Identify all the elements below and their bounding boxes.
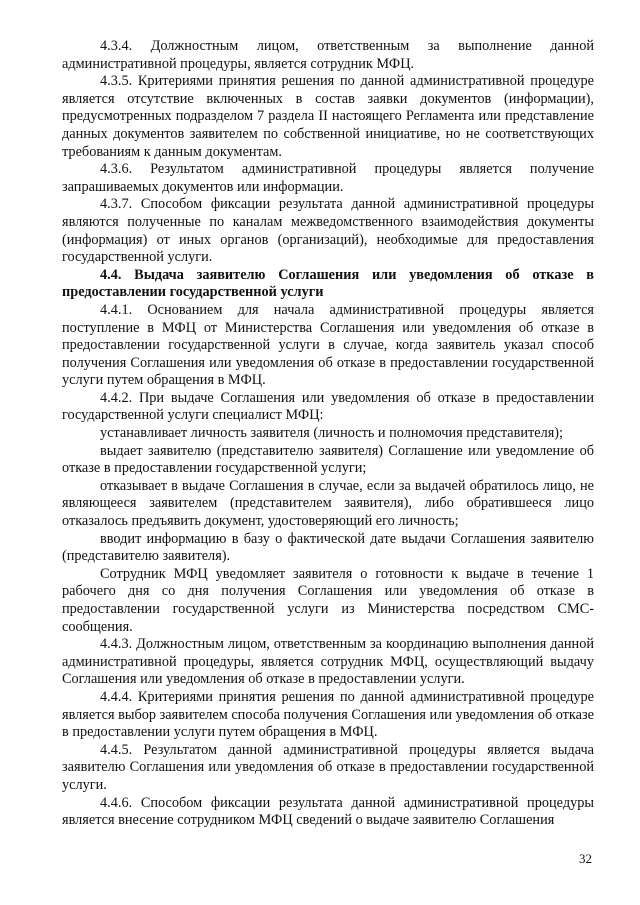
paragraph-4-4-3: 4.4.3. Должностным лицом, ответственным за координацию выполнения данной административной процедуры, является сотрудник МФЦ, осуществляющий выдачу Соглашения или уведомления об отказе в предоставлении услуги. <box>62 636 594 688</box>
paragraph-4-3-6: 4.3.6. Результатом административной процедуры является получение запрашиваемых документов или информации. <box>62 161 594 195</box>
paragraph-4-3-4: 4.3.4. Должностным лицом, ответственным за выполнение данной административной процедуры, является сотрудник МФЦ. <box>62 38 594 72</box>
paragraph-4-4-4: 4.4.4. Критериями принятия решения по данной административной процедуре является выбор заявителем способа получения Соглашения или уведомления об отказе в предоставлении услуги путем обращения в МФЦ. <box>62 688 594 741</box>
paragraph-4-4-1: 4.4.1. Основанием для начала административной процедуры является поступление в МФЦ от Министерства Соглашения или уведомления об отказе в предоставлении государственной услуги в случае, когда заявитель указал способ получения Соглашения или уведомления об отказе в предоставлении государственной услуги путем обращения в МФЦ. <box>62 301 594 389</box>
paragraph-4-3-7: 4.3.7. Способом фиксации результата данной административной процедуры являются полученные по каналам межведомственного взаимодействия документы (информация) от иных органов (организаций), необходимые для предоставления государственной услуги. <box>62 196 594 266</box>
paragraph-4-4-6: 4.4.6. Способом фиксации результата данной административной процедуры является внесение сотрудником МФЦ сведений о выдаче заявителю Соглашения <box>62 794 594 829</box>
section-heading-4-4: 4.4. Выдача заявителю Соглашения или уведомления об отказе в предоставлении государственной услуги <box>62 266 594 301</box>
paragraph-sms-notice: Сотрудник МФЦ уведомляет заявителя о готовности к выдаче в течение 1 рабочего дня со дня получения Соглашения или уведомления об отказе в предоставлении государственной услуги из Министерства посредством СМС-сообщения. <box>62 565 594 635</box>
list-item-enter-date: вводит информацию в базу о фактической дате выдачи Соглашения заявителю (представителю заявителя). <box>62 530 594 565</box>
document-body <box>62 38 594 830</box>
list-item-issue: выдает заявителю (представителю заявителя) Соглашение или уведомление об отказе в предоставлении государственной услуги; <box>62 442 594 477</box>
list-item-identity: устанавливает личность заявителя (личность и полномочия представителя); <box>100 425 564 442</box>
paragraph-4-4-2: 4.4.2. При выдаче Соглашения или уведомления об отказе в предоставлении государственной услуги специалист МФЦ: <box>62 389 594 424</box>
page-number: 32 <box>579 851 592 866</box>
list-item-refuse: отказывает в выдаче Соглашения в случае, если за выдачей обратилось лицо, не являющееся заявителем (представителем заявителя), либо обратившееся лицо отказалось предъявить документ, удостоверяющий его личность; <box>62 477 594 530</box>
paragraph-4-3-5: 4.3.5. Критериями принятия решения по данной административной процедуре является отсутствие включенных в состав заявки документов (информации), предусмотренных подразделом 7 раздела II настоящего Регламента или представление данных документов заявителем по собственной инициативе, но не соответствующих требованиям к данным документам. <box>62 73 594 160</box>
paragraph-4-4-5: 4.4.5. Результатом данной административной процедуры является выдача заявителю Соглашения или уведомления об отказе в предоставлении государственной услуги. <box>62 741 594 793</box>
